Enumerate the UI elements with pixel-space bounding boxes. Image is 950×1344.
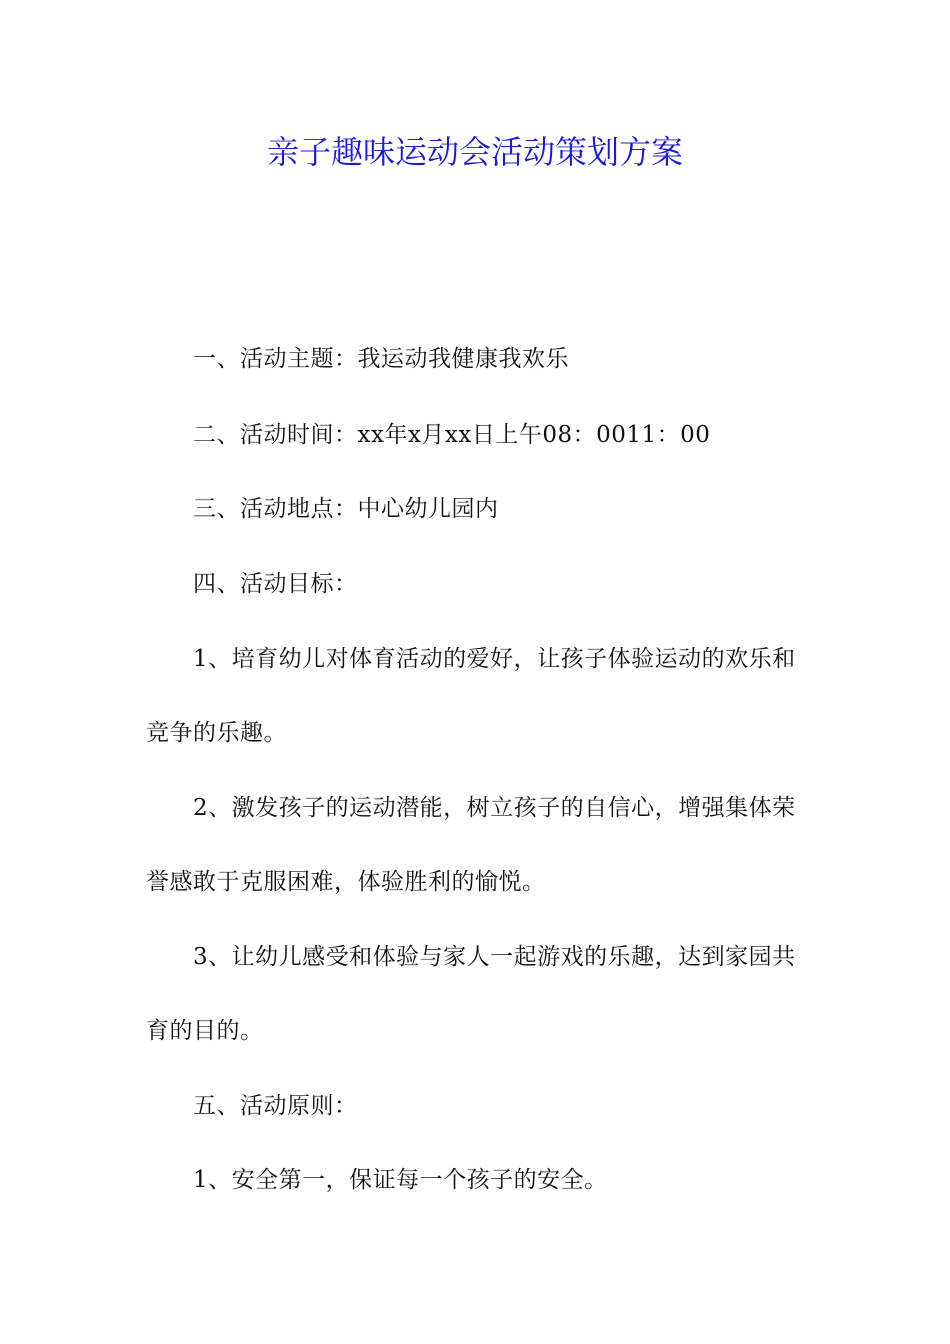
principle-1: 1、安全第一，保证每一个孩子的安全。	[193, 1167, 608, 1193]
section-principles-heading: 五、活动原则：	[193, 1093, 358, 1119]
section-theme: 一、活动主题：我运动我健康我欢乐	[193, 346, 569, 372]
goal-2-line-2: 誉感敢于克服困难，体验胜利的愉悦。	[146, 869, 546, 895]
section-time: 二、活动时间：xx年x月xx日上午08：0011：00	[193, 422, 711, 448]
goal-3-line-1: 3、让幼儿感受和体验与家人一起游戏的乐趣，达到家园共	[193, 944, 796, 970]
goal-1-line-1: 1、培育幼儿对体育活动的爱好，让孩子体验运动的欢乐和	[193, 646, 796, 672]
document-title: 亲子趣味运动会活动策划方案	[266, 133, 683, 171]
goal-2-line-1: 2、激发孩子的运动潜能，树立孩子的自信心，增强集体荣	[193, 795, 796, 821]
goal-3-line-2: 育的目的。	[146, 1018, 264, 1044]
goal-1-line-2: 竞争的乐趣。	[146, 720, 287, 746]
section-location: 三、活动地点：中心幼儿园内	[193, 496, 499, 522]
section-goals-heading: 四、活动目标：	[193, 571, 358, 597]
